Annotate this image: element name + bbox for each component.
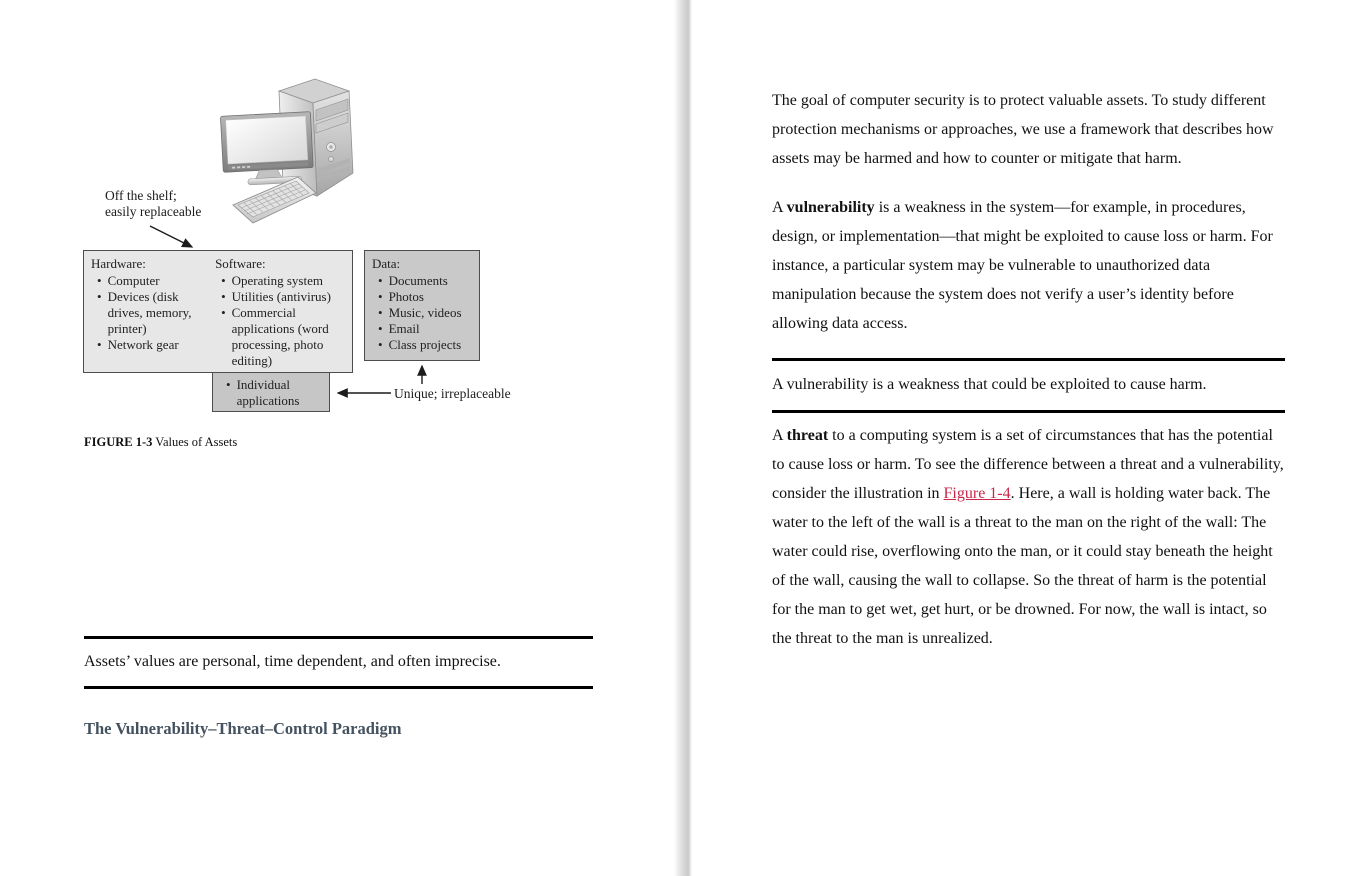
section-heading: The Vulnerability–Threat–Control Paradigm <box>84 719 402 738</box>
list-item: • Operating system <box>215 273 350 289</box>
software-column <box>212 251 352 372</box>
figure-caption-text: Values of Assets <box>152 435 238 449</box>
list-item: • Documents <box>372 273 477 289</box>
list-item: • Devices (disk drives, memory, printer) <box>91 289 210 337</box>
list-item: • Photos <box>372 289 477 305</box>
paragraph-vulnerability <box>772 193 1285 338</box>
hardware-software-box <box>83 250 353 373</box>
paragraph-threat-end: . Here, a wall is holding water back. The water to the left of the wall is a threat to the man on the right of the wall: The water could rise, overflowing onto the man, or it could stay beneath the height of the wall, causing the wall to collapse. So the threat of harm is the potential for the man to get wet, get hurt, or be drowned. For now, the wall is intact, so the threat to the man is unrealized. <box>772 485 1273 647</box>
figure-1-4-link[interactable]: Figure 1-4 <box>943 485 1011 502</box>
vulnerability-term: vulnerability <box>786 199 875 216</box>
assets-values-callout-text: Assets’ values are personal, time dependent, and often imprecise. <box>84 653 501 670</box>
list-item: • Utilities (antivirus) <box>215 289 350 305</box>
paragraph-vulnerability-rest: is a weakness in the system—for example, in procedures, design, or implementation—that might be exploited to cause loss or harm. For instance, a particular system may be vulnerable to unauthorized data manipulation because the system does not verify a user’s identity before allowing data access. <box>772 199 1273 332</box>
figure-caption <box>84 435 237 450</box>
assets-values-callout <box>84 636 593 689</box>
list-item: • Music, videos <box>372 305 477 321</box>
paragraph-threat <box>772 421 1285 653</box>
off-the-shelf-label <box>105 188 201 220</box>
computer-illustration <box>208 70 370 230</box>
figure-caption-label: FIGURE 1-3 <box>84 435 153 449</box>
right-page <box>772 86 1285 673</box>
arrow-shelf-to-box <box>150 226 192 247</box>
list-item: • Commercial applications (word processing, photo editing) <box>215 305 350 369</box>
data-box <box>364 250 480 361</box>
hardware-title: Hardware: <box>91 256 146 271</box>
paragraph-vulnerability-prefix: A <box>772 199 787 216</box>
hardware-column <box>84 251 212 372</box>
paragraph-threat-prefix: A <box>772 427 787 444</box>
threat-term: threat <box>786 427 829 444</box>
unique-irreplaceable-label: Unique; irreplaceable <box>394 386 511 401</box>
vulnerability-callout-text: A vulnerability is a weakness that could be exploited to cause harm. <box>772 376 1207 393</box>
vulnerability-callout <box>772 358 1285 413</box>
list-item: • Network gear <box>91 337 210 353</box>
list-item: • Individual applications <box>220 377 327 409</box>
off-the-shelf-label-line1: Off the shelf; <box>105 188 177 203</box>
software-title: Software: <box>215 256 266 271</box>
paragraph-threat-mid: to a computing system is a set of circumstances that has the potential to cause loss or harm. To see the difference between a threat and a vulnerability, consider the illustration in <box>772 427 1284 502</box>
list-item: • Computer <box>91 273 210 289</box>
list-item: • Email <box>372 321 477 337</box>
data-title: Data: <box>372 256 401 271</box>
off-the-shelf-label-line2: easily replaceable <box>105 204 202 219</box>
list-item: • Class projects <box>372 337 477 353</box>
individual-applications-box <box>212 372 330 412</box>
paragraph-goal: The goal of computer security is to protect valuable assets. To study different protection mechanisms or approaches, we use a framework that describes how assets may be harmed and how to counter or mitigate that harm. <box>772 92 1274 167</box>
page-gutter <box>674 0 692 876</box>
